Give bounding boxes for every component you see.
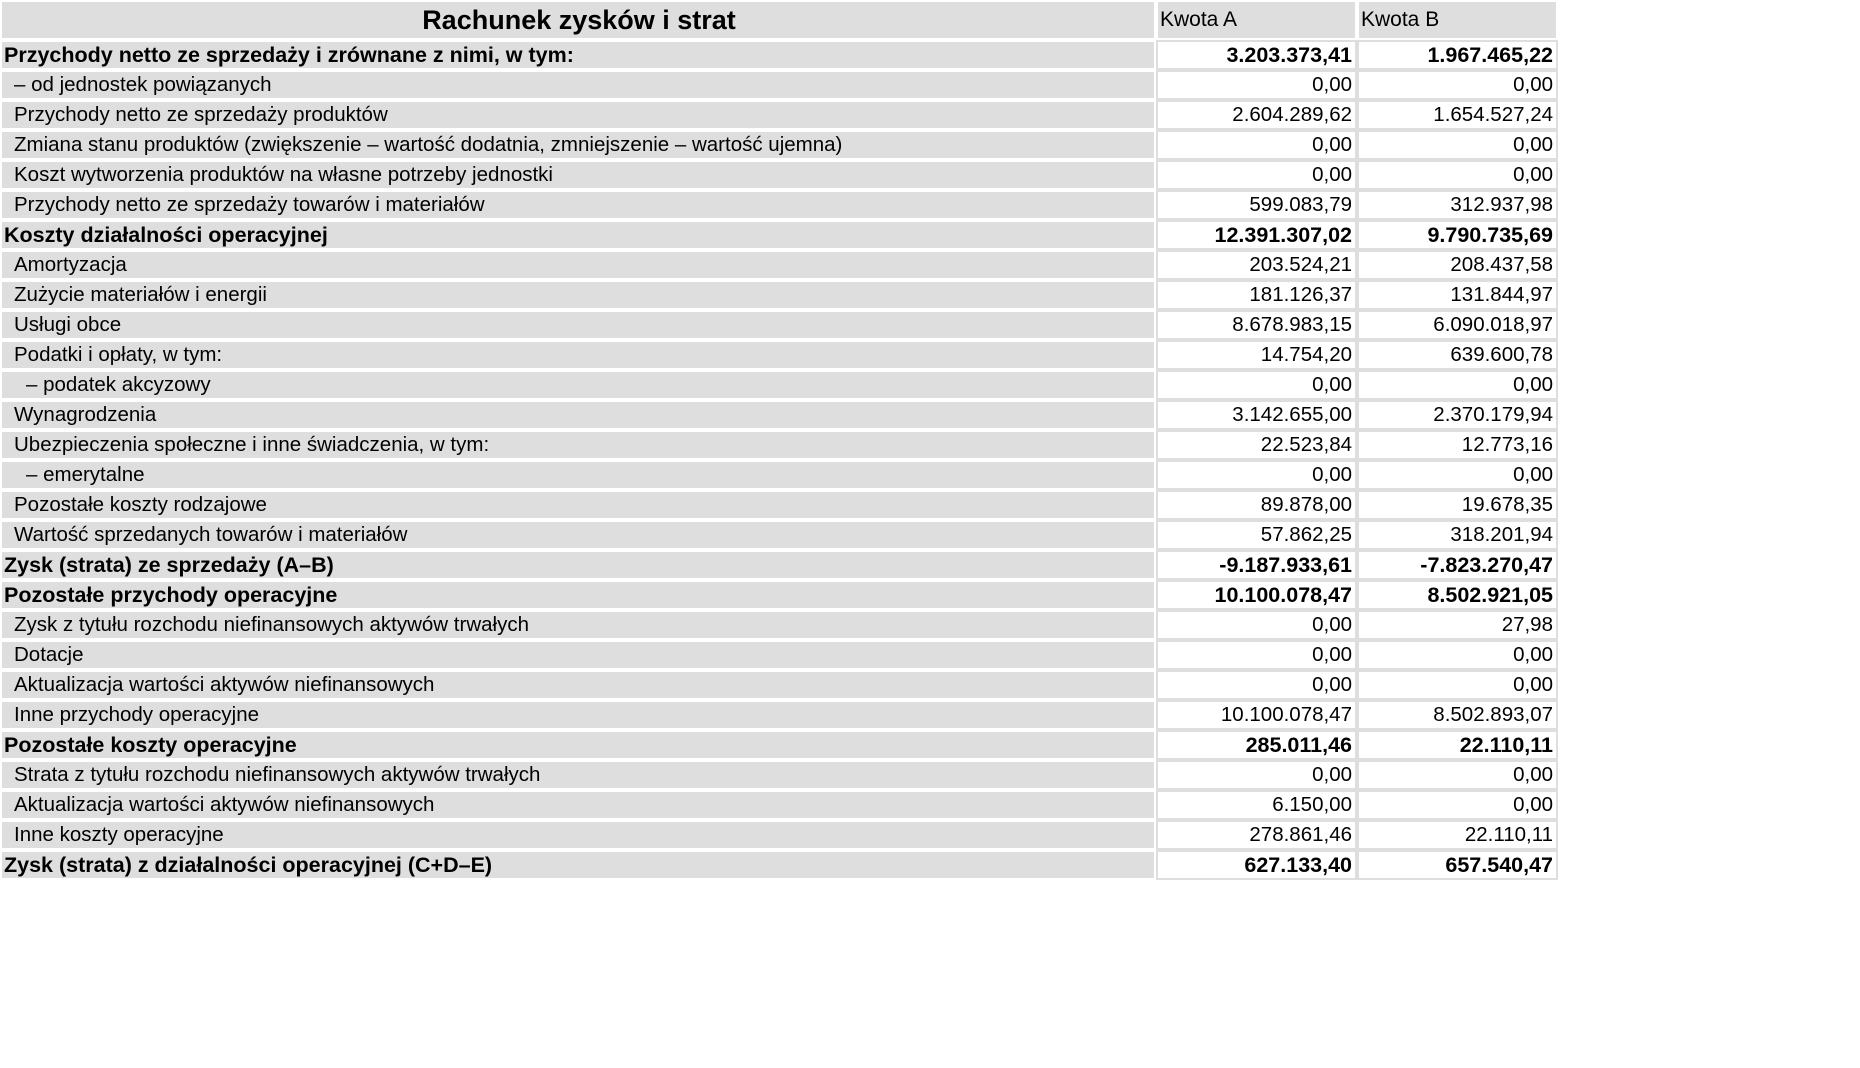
amount-a: 0,00 — [1156, 130, 1357, 160]
table-row — [0, 670, 1558, 700]
amount-a: -9.187.933,61 — [1156, 550, 1357, 580]
amount-b: 0,00 — [1357, 130, 1558, 160]
amount-a: 627.133,40 — [1156, 850, 1357, 880]
amount-b: 1.967.465,22 — [1357, 40, 1558, 70]
amount-a: 599.083,79 — [1156, 190, 1357, 220]
amount-a: 3.203.373,41 — [1156, 40, 1357, 70]
amount-a: 181.126,37 — [1156, 280, 1357, 310]
amount-b: 9.790.735,69 — [1357, 220, 1558, 250]
row-label: Usługi obce — [0, 310, 1156, 340]
table-row — [0, 160, 1558, 190]
amount-a: 203.524,21 — [1156, 250, 1357, 280]
table-row — [0, 70, 1558, 100]
table-row — [0, 850, 1558, 880]
amount-a: 0,00 — [1156, 370, 1357, 400]
row-label: Przychody netto ze sprzedaży produktów — [0, 100, 1156, 130]
row-label: Zysk (strata) z działalności operacyjnej (C+D–E) — [0, 850, 1156, 880]
amount-b: 657.540,47 — [1357, 850, 1558, 880]
amount-b: 0,00 — [1357, 70, 1558, 100]
table-row — [0, 190, 1558, 220]
row-label: Zużycie materiałów i energii — [0, 280, 1156, 310]
amount-b: 22.110,11 — [1357, 730, 1558, 760]
amount-a: 0,00 — [1156, 670, 1357, 700]
amount-b: 6.090.018,97 — [1357, 310, 1558, 340]
amount-a: 14.754,20 — [1156, 340, 1357, 370]
amount-a: 10.100.078,47 — [1156, 580, 1357, 610]
table-row — [0, 400, 1558, 430]
amount-b: 131.844,97 — [1357, 280, 1558, 310]
amount-b: 12.773,16 — [1357, 430, 1558, 460]
header-row — [0, 0, 1558, 40]
amount-b: 19.678,35 — [1357, 490, 1558, 520]
amount-b: 0,00 — [1357, 670, 1558, 700]
amount-a: 0,00 — [1156, 760, 1357, 790]
amount-b: 22.110,11 — [1357, 820, 1558, 850]
table-row — [0, 490, 1558, 520]
amount-b: 27,98 — [1357, 610, 1558, 640]
table-row — [0, 100, 1558, 130]
row-label: Pozostałe przychody operacyjne — [0, 580, 1156, 610]
table-row — [0, 820, 1558, 850]
row-label: Aktualizacja wartości aktywów niefinansowych — [0, 670, 1156, 700]
amount-b: -7.823.270,47 — [1357, 550, 1558, 580]
amount-a: 278.861,46 — [1156, 820, 1357, 850]
row-label: Aktualizacja wartości aktywów niefinansowych — [0, 790, 1156, 820]
table-row — [0, 580, 1558, 610]
amount-a: 0,00 — [1156, 460, 1357, 490]
table-row — [0, 370, 1558, 400]
row-label: Pozostałe koszty rodzajowe — [0, 490, 1156, 520]
table-row — [0, 550, 1558, 580]
amount-a: 0,00 — [1156, 70, 1357, 100]
column-header-b: Kwota B — [1357, 0, 1558, 40]
table-row — [0, 460, 1558, 490]
table-row — [0, 220, 1558, 250]
amount-b: 0,00 — [1357, 640, 1558, 670]
amount-b: 639.600,78 — [1357, 340, 1558, 370]
table-row — [0, 340, 1558, 370]
table-row — [0, 310, 1558, 340]
amount-a: 89.878,00 — [1156, 490, 1357, 520]
column-header-a: Kwota A — [1156, 0, 1357, 40]
table-row — [0, 640, 1558, 670]
row-label: – emerytalne — [0, 460, 1156, 490]
table-row — [0, 700, 1558, 730]
row-label: – od jednostek powiązanych — [0, 70, 1156, 100]
amount-b: 312.937,98 — [1357, 190, 1558, 220]
row-label: Inne koszty operacyjne — [0, 820, 1156, 850]
amount-a: 22.523,84 — [1156, 430, 1357, 460]
amount-b: 208.437,58 — [1357, 250, 1558, 280]
amount-a: 2.604.289,62 — [1156, 100, 1357, 130]
amount-a: 12.391.307,02 — [1156, 220, 1357, 250]
row-label: Amortyzacja — [0, 250, 1156, 280]
table-row — [0, 730, 1558, 760]
table-row — [0, 280, 1558, 310]
row-label: Inne przychody operacyjne — [0, 700, 1156, 730]
amount-a: 0,00 — [1156, 160, 1357, 190]
table-row — [0, 760, 1558, 790]
table-body — [0, 40, 1558, 880]
amount-a: 10.100.078,47 — [1156, 700, 1357, 730]
row-label: Przychody netto ze sprzedaży towarów i materiałów — [0, 190, 1156, 220]
amount-a: 6.150,00 — [1156, 790, 1357, 820]
table-row — [0, 250, 1558, 280]
table-title: Rachunek zysków i strat — [0, 0, 1156, 40]
table-row — [0, 40, 1558, 70]
amount-a: 57.862,25 — [1156, 520, 1357, 550]
table-row — [0, 430, 1558, 460]
row-label: Dotacje — [0, 640, 1156, 670]
amount-b: 8.502.921,05 — [1357, 580, 1558, 610]
amount-a: 3.142.655,00 — [1156, 400, 1357, 430]
amount-a: 0,00 — [1156, 610, 1357, 640]
row-label: Ubezpieczenia społeczne i inne świadczenia, w tym: — [0, 430, 1156, 460]
row-label: – podatek akcyzowy — [0, 370, 1156, 400]
amount-b: 2.370.179,94 — [1357, 400, 1558, 430]
table-row — [0, 610, 1558, 640]
row-label: Koszty działalności operacyjnej — [0, 220, 1156, 250]
row-label: Zysk (strata) ze sprzedaży (A–B) — [0, 550, 1156, 580]
table-row — [0, 130, 1558, 160]
row-label: Zmiana stanu produktów (zwiększenie – wartość dodatnia, zmniejszenie – wartość ujemna) — [0, 130, 1156, 160]
amount-b: 0,00 — [1357, 760, 1558, 790]
amount-b: 318.201,94 — [1357, 520, 1558, 550]
row-label: Zysk z tytułu rozchodu niefinansowych aktywów trwałych — [0, 610, 1156, 640]
row-label: Strata z tytułu rozchodu niefinansowych aktywów trwałych — [0, 760, 1156, 790]
amount-b: 0,00 — [1357, 160, 1558, 190]
amount-b: 0,00 — [1357, 370, 1558, 400]
amount-a: 0,00 — [1156, 640, 1357, 670]
amount-b: 0,00 — [1357, 790, 1558, 820]
table-row — [0, 520, 1558, 550]
amount-a: 285.011,46 — [1156, 730, 1357, 760]
row-label: Wynagrodzenia — [0, 400, 1156, 430]
amount-b: 1.654.527,24 — [1357, 100, 1558, 130]
amount-a: 8.678.983,15 — [1156, 310, 1357, 340]
row-label: Wartość sprzedanych towarów i materiałów — [0, 520, 1156, 550]
row-label: Koszt wytworzenia produktów na własne potrzeby jednostki — [0, 160, 1156, 190]
amount-b: 0,00 — [1357, 460, 1558, 490]
row-label: Przychody netto ze sprzedaży i zrównane z nimi, w tym: — [0, 40, 1156, 70]
row-label: Pozostałe koszty operacyjne — [0, 730, 1156, 760]
amount-b: 8.502.893,07 — [1357, 700, 1558, 730]
table-row — [0, 790, 1558, 820]
row-label: Podatki i opłaty, w tym: — [0, 340, 1156, 370]
